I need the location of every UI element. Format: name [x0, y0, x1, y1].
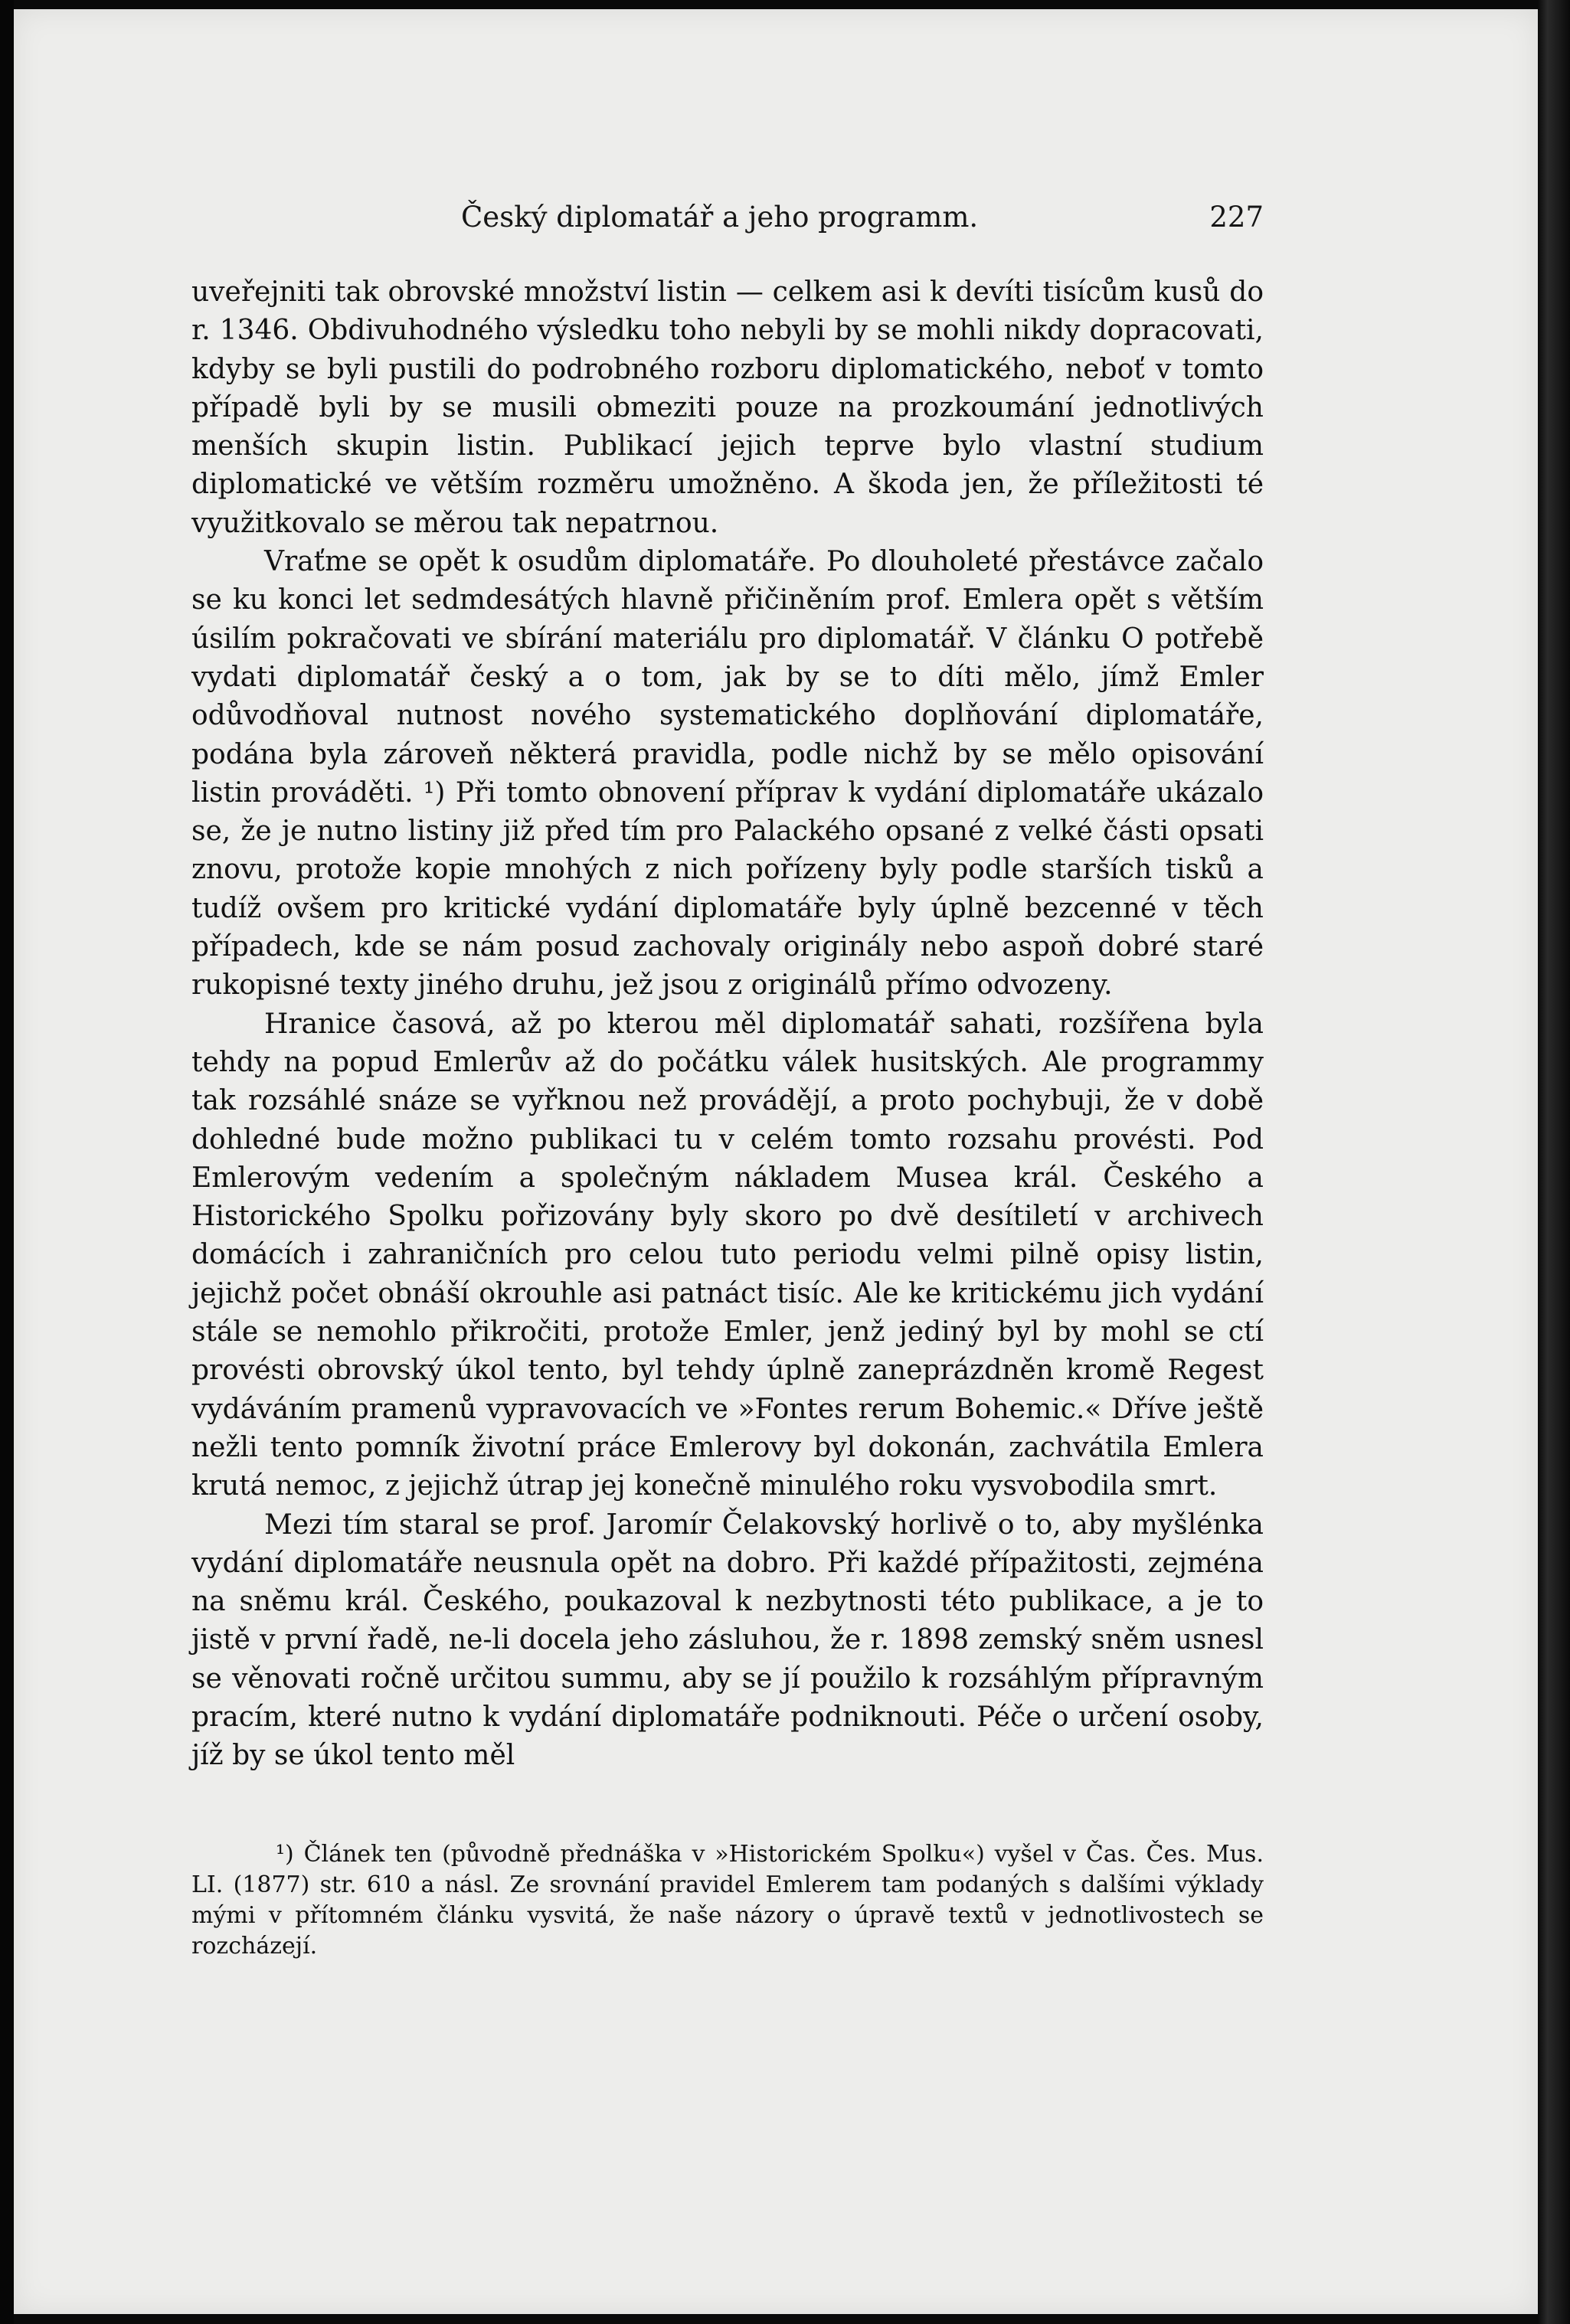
footnote-1: ¹) Článek ten (původně přednáška v »Historickém Spolku«) vyšel v Čas. Čes. Mus. LI. (1877) str. 610 a násl. Ze srovnání pravidel Emlerem tam podaných s dalšími výklady mými v přítomném článku vysvitá, že naše názory o úpravě textů v jednotlivostech se rozcházejí.: [191, 1841, 1264, 1960]
running-head: [191, 201, 1264, 247]
scan-right-border: [1538, 0, 1570, 2324]
page-number: 227: [1209, 201, 1264, 234]
footnotes: [191, 1839, 1264, 1962]
main-text: [191, 273, 1264, 1776]
paragraph-3: Hranice časová, až po kterou měl diplomatář sahati, rozšířena byla tehdy na popud Emlerův až do počátku válek husitských. Ale programmy tak rozsáhlé snáze se vyřknou než provádějí, a proto pochybuji, že v době dohledné bude možno publikaci tu v celém tomto rozsahu provésti. Pod Emlerovým vedením a společným nákladem Musea král. Českého a Historického Spolku pořizovány byly skoro po dvě desítiletí v archivech domácích i zahraničních pro celou tuto periodu velmi pilně opisy listin, jejichž počet obnáší okrouhle asi patnáct tisíc. Ale ke kritickému jich vydání stále se nemohlo přikročiti, protože Emler, jenž jediný byl by mohl se ctí provésti obrovský úkol tento, byl tehdy úplně zaneprázdněn kromě Regest vydáváním pramenů vypravovacích ve »Fontes rerum Bohemic.« Dříve ještě nežli tento pomník životní práce Emlerovy byl dokonán, zachvátila Emlera krutá nemoc, z jejichž útrap jej konečně minulého roku vysvobodila smrt.: [191, 1008, 1264, 1502]
paragraph-1: uveřejniti tak obrovské množství listin — celkem asi k devíti tisícům kusů do r. 1346. Obdivuhodného výsledku toho nebyli by se mohli nikdy dopracovati, kdyby se byli pustili do podrobného rozboru diplomatického, neboť v tomto případě byli by se musili obmeziti pouze na prozkoumání jednotlivých menších skupin listin. Publikací jejich teprve bylo vlastní studium diplomatické ve větším rozměru umožněno. A škoda jen, že příležitosti té využitkovalo se měrou tak nepatrnou.: [191, 276, 1264, 539]
paragraph-4: Mezi tím staral se prof. Jaromír Čelakovský horlivě o to, aby myšlénka vydání diplomatáře neusnula opět na dobro. Při každé přípažitosti, zejména na sněmu král. Českého, poukazoval k nezbytnosti této publikace, a je to jistě v první řadě, ne-li docela jeho zásluhou, že r. 1898 zemský sněm usnesl se věnovati ročně určitou summu, aby se jí použilo k rozsáhlým přípravným pracím, které nutno k vydání diplomatáře podniknouti. Péče o určení osoby, jíž by se úkol tento měl: [191, 1508, 1264, 1772]
paragraph-2: Vraťme se opět k osudům diplomatáře. Po dlouholeté přestávce začalo se ku konci let sedmdesátých hlavně přičiněním prof. Emlera opět s větším úsilím pokračovati ve sbírání materiálu pro diplomatář. V článku O potřebě vydati diplomatář český a o tom, jak by se to díti mělo, jímž Emler odůvodňoval nutnost nového systematického doplňování diplomatáře, podána byla zároveň některá pravidla, podle nichž by se mělo opisování listin prováděti. ¹) Při tomto obnovení příprav k vydání diplomatáře ukázalo se, že je nutno listiny již před tím pro Palackého opsané z velké části opsati znovu, protože kopie mnohých z nich pořízeny byly podle starších tisků a tudíž ovšem pro kritické vydání diplomatáře byly úplně bezcenné v těch případech, kde se nám posud zachovaly originály nebo aspoň dobré staré rukopisné texty jiného druhu, jež jsou z originálů přímo odvozeny.: [191, 546, 1264, 1002]
scan-left-border: [0, 0, 14, 2324]
running-title: Český diplomatář a jeho programm.: [461, 201, 979, 234]
